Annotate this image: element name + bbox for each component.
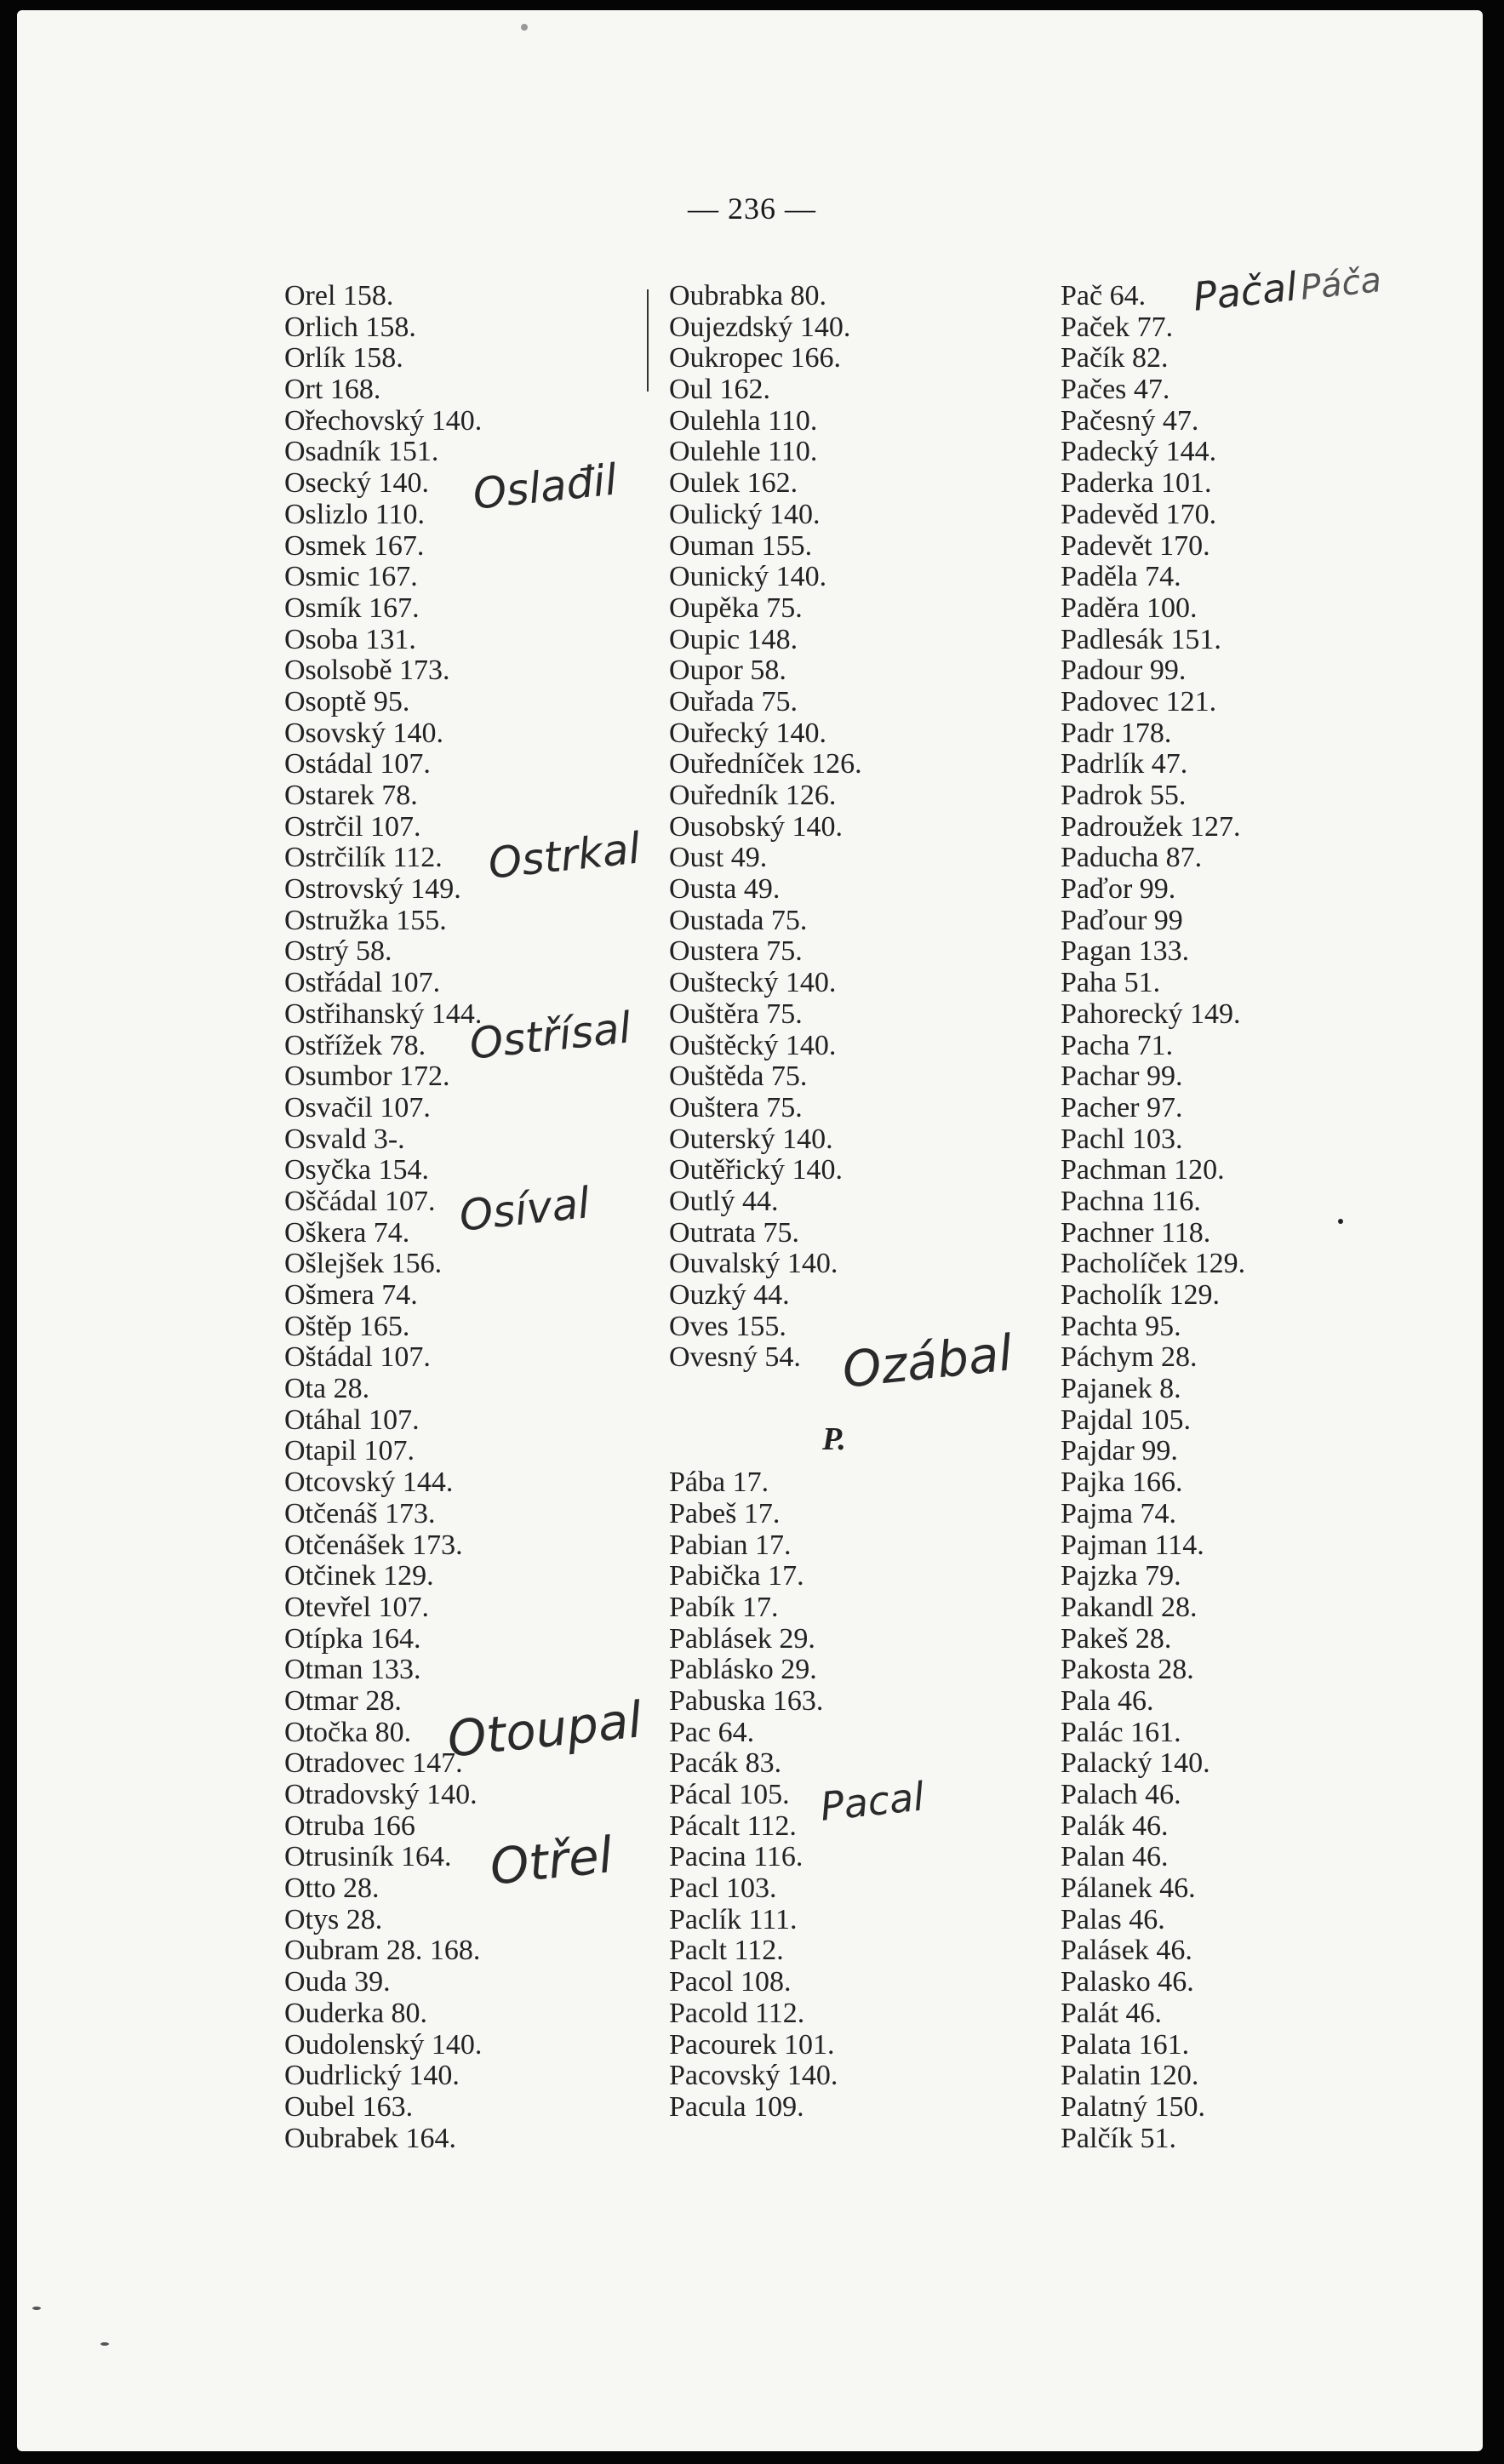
column-1	[284, 281, 482, 2154]
index-entry: Oulek 162.	[669, 467, 798, 500]
index-entry: Ouředník 126.	[669, 780, 837, 811]
index-entry: Otevřel 107.	[284, 1591, 429, 1623]
handwritten-note: Pačal	[1191, 263, 1300, 320]
index-entry: Oupor 58.	[669, 655, 786, 687]
index-entry: Ostrčilík 112.	[284, 842, 443, 874]
index-entry: Osyčka 154.	[284, 1154, 429, 1186]
index-entry: Ošlejšek 156.	[284, 1248, 443, 1280]
index-entry: Otcovský 144.	[284, 1466, 454, 1499]
index-entry: Pacher 97.	[1061, 1091, 1183, 1123]
handwritten-note: Ozábal	[839, 1323, 1015, 1399]
index-entry: Pabík 17.	[669, 1591, 779, 1623]
index-entry: Pácalt 112.	[669, 1809, 797, 1842]
index-entry: Palata 161.	[1061, 2028, 1190, 2061]
index-entry: Ostrý 58.	[284, 935, 392, 968]
index-entry: Pachl 103.	[1061, 1123, 1183, 1155]
index-entry: Ouvalský 140.	[669, 1248, 838, 1280]
index-entry: Pacina 116.	[669, 1841, 803, 1873]
index-entry: Palatný 150.	[1061, 2090, 1205, 2123]
index-entry: Padevěd 170.	[1061, 498, 1217, 530]
index-entry: Páchym 28.	[1061, 1341, 1198, 1374]
handwritten-note: Pacal	[818, 1773, 927, 1830]
index-entry: Pagan 133.	[1061, 935, 1190, 968]
index-entry: Pajzka 79.	[1061, 1560, 1181, 1592]
index-entry: Pakosta 28.	[1061, 1654, 1194, 1686]
index-entry: Ousobský 140.	[669, 810, 843, 843]
index-entry: Pablásek 29.	[669, 1622, 815, 1655]
index-entry: Oujezdský 140.	[669, 311, 851, 343]
section-heading: P.	[822, 1421, 846, 1457]
index-entry: Paďour 99	[1061, 904, 1183, 936]
index-entry: Pajma 74.	[1061, 1497, 1176, 1529]
index-entry: Ouzký 44.	[669, 1279, 790, 1311]
index-entry: Pajman 114.	[1061, 1529, 1204, 1561]
section-gap	[669, 1374, 862, 1405]
index-entry: Oubrabek 164.	[284, 2122, 457, 2154]
index-entry: Otočka 80.	[284, 1716, 412, 1748]
column-rule	[647, 289, 649, 392]
index-entry: Padevět 170.	[1061, 529, 1210, 562]
index-entry: Oukropec 166.	[669, 342, 842, 374]
index-entry: Paha 51.	[1061, 967, 1161, 999]
index-entry: Pacholík 129.	[1061, 1279, 1220, 1311]
index-entry: Paclík 111.	[669, 1903, 798, 1935]
index-entry: Ostružka 155.	[284, 904, 447, 936]
index-entry: Oulický 140.	[669, 498, 821, 530]
index-entry: Ostrčil 107.	[284, 810, 421, 843]
index-entry: Pacula 109.	[669, 2090, 804, 2123]
index-entry: Orel 158.	[284, 280, 394, 312]
index-entry: Pacha 71.	[1061, 1029, 1174, 1061]
index-entry: Osovský 140.	[284, 717, 444, 749]
index-entry: Ouštěda 75.	[669, 1060, 808, 1093]
index-entry: Pačes 47.	[1061, 374, 1170, 406]
index-entry: Ostřížek 78.	[284, 1029, 426, 1061]
index-entry: Otčenáš 173.	[284, 1497, 436, 1529]
index-entry: Oust 49.	[669, 842, 768, 874]
index-entry: Oštěp 165.	[284, 1310, 410, 1342]
index-entry: Oštádal 107.	[284, 1341, 431, 1374]
handwritten-note: Ostřísal	[466, 1003, 634, 1069]
index-entry: Oščádal 107.	[284, 1185, 436, 1217]
index-entry: Oupic 148.	[669, 623, 798, 655]
index-entry: Oustera 75.	[669, 935, 803, 968]
index-entry: Otmar 28.	[284, 1684, 402, 1717]
index-entry: Oudrlický 140.	[284, 2060, 460, 2092]
index-entry: Paďor 99.	[1061, 873, 1176, 906]
index-entry: Oubram 28. 168.	[284, 1935, 481, 1967]
index-entry: Padr 178.	[1061, 717, 1172, 749]
index-entry: Palác 161.	[1061, 1716, 1181, 1748]
index-entry: Palatin 120.	[1061, 2060, 1199, 2092]
index-entry: Pachner 118.	[1061, 1216, 1211, 1249]
index-entry: Palach 46.	[1061, 1779, 1181, 1810]
index-entry: Pačesný 47.	[1061, 404, 1199, 437]
speck	[1338, 1219, 1343, 1224]
index-entry: Pablásko 29.	[669, 1654, 817, 1686]
index-entry: Palák 46.	[1061, 1809, 1169, 1842]
index-entry: Ostřihanský 144.	[284, 998, 483, 1030]
index-entry: Osoba 131.	[284, 623, 416, 655]
handwritten-note: Páča	[1298, 260, 1384, 308]
index-entry: Pac 64.	[669, 1716, 755, 1748]
handwritten-note: Osíval	[456, 1178, 592, 1241]
index-entry: Pálanek 46.	[1061, 1872, 1196, 1905]
index-entry: Ostarek 78.	[284, 780, 418, 811]
index-entry: Osvald 3-.	[284, 1123, 405, 1155]
index-entry: Pachar 99.	[1061, 1060, 1183, 1093]
index-entry: Otradovský 140.	[284, 1779, 478, 1810]
index-entry: Osmic 167.	[284, 561, 418, 593]
index-entry: Ostrovský 149.	[284, 873, 461, 906]
index-entry: Pacold 112.	[669, 1997, 805, 2029]
index-entry: Outerský 140.	[669, 1123, 833, 1155]
index-entry: Pala 46.	[1061, 1684, 1154, 1717]
index-entry: Oul 162.	[669, 374, 770, 406]
index-entry: Palas 46.	[1061, 1903, 1165, 1935]
index-entry: Osadník 151.	[284, 436, 439, 468]
index-entry: Orlich 158.	[284, 311, 416, 343]
index-entry: Ousta 49.	[669, 873, 781, 906]
index-entry: Pabeš 17.	[669, 1497, 781, 1529]
index-entry: Paček 77.	[1061, 311, 1174, 343]
index-entry: Pacol 108.	[669, 1966, 792, 1998]
index-entry: Ovesný 54.	[669, 1341, 801, 1374]
index-entry: Padrlík 47.	[1061, 748, 1188, 780]
index-entry: Otto 28.	[284, 1872, 380, 1905]
index-entry: Ošmera 74.	[284, 1279, 418, 1311]
index-entry: Otrusiník 164.	[284, 1841, 452, 1873]
index-entry: Osumbor 172.	[284, 1060, 450, 1093]
index-entry: Otradovec 147.	[284, 1747, 463, 1780]
index-entry: Ouřada 75.	[669, 685, 798, 717]
index-entry: Otapil 107.	[284, 1435, 415, 1467]
index-entry: Osvačil 107.	[284, 1091, 431, 1123]
index-entry: Pačík 82.	[1061, 342, 1169, 374]
index-entry: Ostřádal 107.	[284, 967, 441, 999]
index-entry: Paděla 74.	[1061, 561, 1181, 593]
index-entry: Palát 46.	[1061, 1997, 1162, 2029]
speck	[32, 2307, 41, 2310]
index-entry: Oulehla 110.	[669, 404, 818, 437]
index-entry: Palacký 140.	[1061, 1747, 1210, 1780]
index-entry: Ostádal 107.	[284, 748, 431, 780]
index-entry: Ouštera 75.	[669, 1091, 803, 1123]
index-entry: Orlík 158.	[284, 342, 403, 374]
index-entry: Pacourek 101.	[669, 2028, 835, 2061]
index-entry: Oslizlo 110.	[284, 498, 425, 530]
speck	[521, 24, 528, 31]
index-entry: Oves 155.	[669, 1310, 786, 1342]
index-entry: Oubel 163.	[284, 2090, 414, 2123]
column-3	[1061, 281, 1245, 2154]
index-entry: Oškera 74.	[284, 1216, 410, 1249]
index-entry: Pahorecký 149.	[1061, 998, 1241, 1030]
index-entry: Paducha 87.	[1061, 842, 1203, 874]
index-entry: Padovec 121.	[1061, 685, 1217, 717]
handwritten-note: Oslađil	[470, 454, 620, 519]
index-entry: Ota 28.	[284, 1373, 370, 1405]
handwritten-note: Ostrkal	[485, 823, 643, 889]
index-entry: Paděra 100.	[1061, 592, 1198, 624]
index-entry: Outěřický 140.	[669, 1154, 843, 1186]
index-entry: Osmek 167.	[284, 529, 425, 562]
index-entry: Pacovský 140.	[669, 2060, 838, 2092]
index-entry: Pacl 103.	[669, 1872, 777, 1905]
index-entry: Pacholíček 129.	[1061, 1248, 1246, 1280]
index-entry: Pabian 17.	[669, 1529, 792, 1561]
index-entry: Otruba 166	[284, 1809, 415, 1842]
index-entry: Pachta 95.	[1061, 1310, 1181, 1342]
index-entry: Otípka 164.	[284, 1622, 421, 1655]
index-entry: Outlý 44.	[669, 1185, 779, 1217]
index-entry: Pajdar 99.	[1061, 1435, 1178, 1467]
speck	[100, 2342, 109, 2346]
index-entry: Ouštěra 75.	[669, 998, 803, 1030]
index-entry: Palásek 46.	[1061, 1935, 1192, 1967]
index-entry: Ouda 39.	[284, 1966, 391, 1998]
index-entry: Otčenášek 173.	[284, 1529, 463, 1561]
index-entry: Otman 133.	[284, 1654, 421, 1686]
index-entry: Pajanek 8.	[1061, 1373, 1181, 1405]
handwritten-note: Otřel	[487, 1826, 615, 1896]
handwritten-note: Otoupal	[444, 1690, 645, 1769]
page-number: — 236 —	[688, 192, 816, 226]
index-entry: Osmík 167.	[284, 592, 420, 624]
index-entry: Otáhal 107.	[284, 1404, 420, 1436]
index-entry: Pachna 116.	[1061, 1185, 1201, 1217]
index-entry: Pakeš 28.	[1061, 1622, 1172, 1655]
index-entry: Ouředníček 126.	[669, 748, 862, 780]
index-entry: Osoptě 95.	[284, 685, 410, 717]
index-entry: Ouderka 80.	[284, 1997, 428, 2029]
column-2	[669, 281, 862, 2124]
index-entry: Pač 64.	[1061, 280, 1147, 312]
index-entry: Pajdal 105.	[1061, 1404, 1191, 1436]
index-entry: Paclt 112.	[669, 1935, 784, 1967]
index-entry: Outrata 75.	[669, 1216, 799, 1249]
index-entry: Palan 46.	[1061, 1841, 1169, 1873]
index-entry: Osecký 140.	[284, 467, 429, 500]
index-entry: Ouřecký 140.	[669, 717, 827, 749]
index-entry: Padour 99.	[1061, 655, 1187, 687]
index-entry: Oubrabka 80.	[669, 280, 827, 312]
index-entry: Otys 28.	[284, 1903, 383, 1935]
index-entry: Ouštecký 140.	[669, 967, 837, 999]
index-entry: Otčinek 129.	[284, 1560, 434, 1592]
index-entry: Padecký 144.	[1061, 436, 1217, 468]
index-entry: Ounický 140.	[669, 561, 827, 593]
index-entry: Ouštěcký 140.	[669, 1029, 837, 1061]
index-entry: Padroužek 127.	[1061, 810, 1241, 843]
index-entry: Osolsobě 173.	[284, 655, 450, 687]
index-entry: Pacák 83.	[669, 1747, 782, 1780]
index-entry: Pakandl 28.	[1061, 1591, 1198, 1623]
index-entry: Pabuska 163.	[669, 1684, 824, 1717]
index-entry: Oudolenský 140.	[284, 2028, 483, 2061]
index-entry: Paderka 101.	[1061, 467, 1212, 500]
index-entry: Pabička 17.	[669, 1560, 804, 1592]
index-entry: Oustada 75.	[669, 904, 808, 936]
index-entry: Ort 168.	[284, 374, 381, 406]
index-entry: Palčík 51.	[1061, 2122, 1176, 2154]
index-entry: Padrok 55.	[1061, 780, 1187, 811]
index-entry: Ořechovský 140.	[284, 404, 483, 437]
index-entry: Pácal 105.	[669, 1779, 790, 1811]
index-entry: Padlesák 151.	[1061, 623, 1221, 655]
index-entry: Pajka 166.	[1061, 1466, 1183, 1499]
index-entry: Oupěka 75.	[669, 592, 803, 624]
index-entry: Pába 17.	[669, 1466, 769, 1499]
index-entry: Ouman 155.	[669, 529, 813, 562]
index-entry: Palasko 46.	[1061, 1966, 1194, 1998]
index-entry: Oulehle 110.	[669, 436, 818, 468]
index-entry: Pachman 120.	[1061, 1154, 1225, 1186]
